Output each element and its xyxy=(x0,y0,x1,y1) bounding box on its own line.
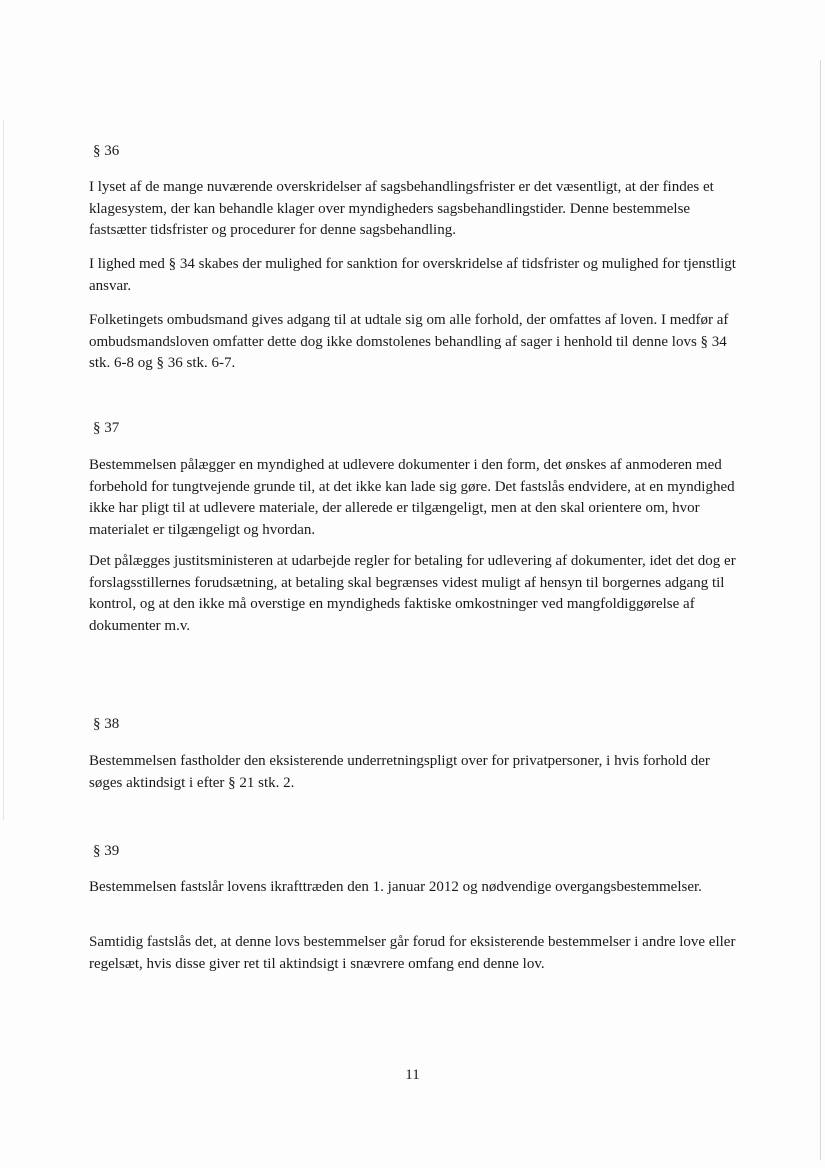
section-heading-36: § 36 xyxy=(93,143,120,159)
section-39-paragraph-1: Bestemmelsen fastslår lovens ikrafttræden den 1. januar 2012 og nødvendige overgangsbestemmelser. xyxy=(89,879,702,895)
section-38-paragraph-1: Bestemmelsen fastholder den eksisterende underretningspligt over for privatpersoner, i hvis forhold der søges aktindsigt i efter § 21 stk. 2. xyxy=(89,753,710,791)
page-number: 11 xyxy=(405,1067,420,1083)
section-39-paragraph-2: Samtidig fastslås det, at denne lovs bestemmelser går forud for eksisterende bestemmelser i andre love eller regelsæt, hvis disse giver ret til aktindsigt i snævrere omfang end denne lov. xyxy=(89,934,736,972)
section-heading-39: § 39 xyxy=(93,843,120,859)
section-heading-38: § 38 xyxy=(93,716,120,732)
section-36-paragraph-3: Folketingets ombudsmand gives adgang til at udtale sig om alle forhold, der omfattes af loven. I medfør af ombudsmandsloven omfatter dette dog ikke domstolenes behandling af sager i henhold til denne lovs § 34 stk. 6-8 og § 36 stk. 6-7. xyxy=(89,312,729,371)
section-heading-37: § 37 xyxy=(93,420,120,436)
section-37-paragraph-2: Det pålægges justitsministeren at udarbejde regler for betaling for udlevering af dokumenter, idet det dog er forslagsstillernes forudsætning, at betaling skal begrænses videst muligt af hensyn til borgernes adgang til kontrol, og at den ikke må overstige en myndigheds faktiske omkostninger ved mangfoldiggørelse af dokumenter m.v. xyxy=(89,553,736,634)
section-37-paragraph-1: Bestemmelsen pålægger en myndighed at udlevere dokumenter i den form, det ønskes af anmoderen med forbehold for tungtvejende grunde til, at det ikke kan lade sig gøre. Det fastslås endvidere, at en myndighed ikke har pligt til at udlevere materiale, der allerede er tilgængeligt, men at den skal orientere om, hvor materialet er tilgængeligt og hvordan. xyxy=(89,457,735,538)
scan-edge-left xyxy=(3,120,4,820)
scan-edge-right xyxy=(820,60,821,1160)
section-36-paragraph-1: I lyset af de mange nuværende overskridelser af sagsbehandlingsfrister er det væsentligt, at der findes et klagesystem, der kan behandle klager over myndigheders sagsbehandlingstider. Denne bestemmelse fastsætter tidsfrister og procedurer for denne sagsbehandling. xyxy=(89,179,714,238)
section-36-paragraph-2: I lighed med § 34 skabes der mulighed for sanktion for overskridelse af tidsfrister og mulighed for tjenstligt ansvar. xyxy=(89,256,736,294)
